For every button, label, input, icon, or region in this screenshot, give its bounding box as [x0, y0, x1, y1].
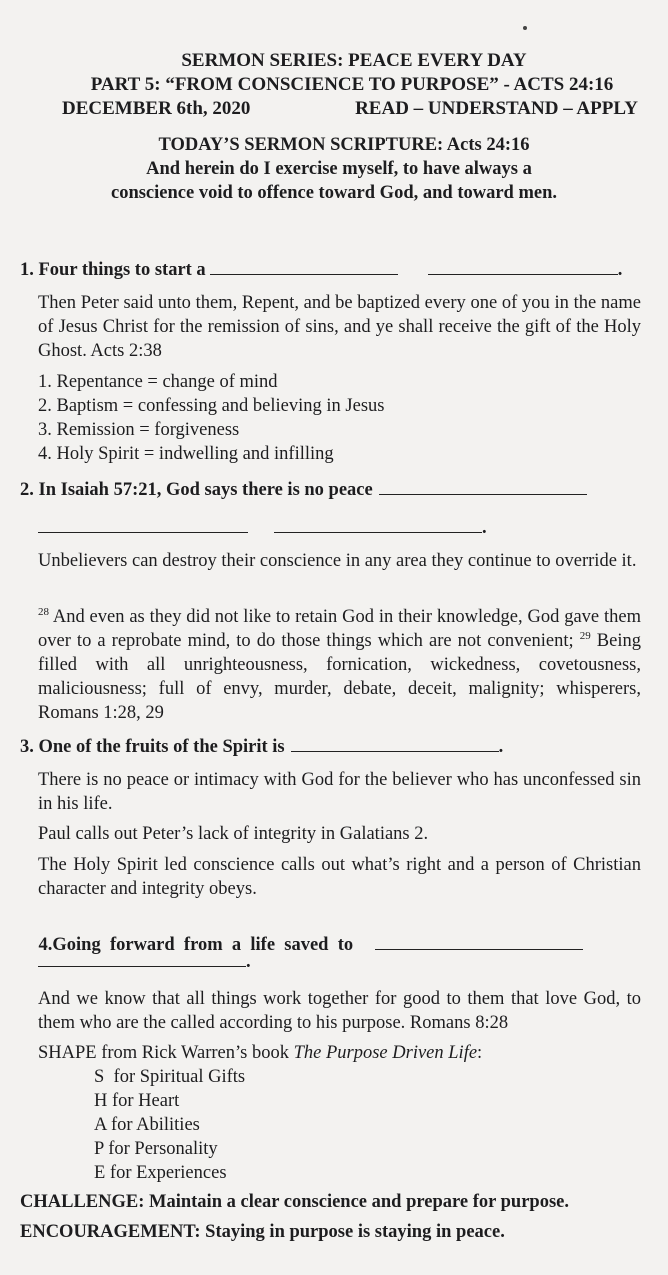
series-title: SERMON SERIES: PEACE EVERY DAY — [181, 50, 527, 71]
scripture-heading: TODAY’S SERMON SCRIPTURE: Acts 24:16 — [158, 135, 530, 155]
fill-in-blank — [38, 952, 246, 967]
encouragement: ENCOURAGEMENT: Staying in purpose is staying in peace. — [20, 1222, 505, 1242]
fill-in-blank — [428, 260, 618, 275]
shape-intro — [38, 1041, 641, 1065]
fill-in-blank — [274, 518, 482, 533]
point-3-title: 3. One of the fruits of the Spirit is — [20, 737, 285, 757]
ink-speck — [523, 26, 527, 30]
shape-item: A for Abilities — [94, 1115, 200, 1135]
verse-number: 28 — [38, 605, 49, 618]
fill-in-blank — [38, 518, 248, 533]
shape-list — [94, 1065, 245, 1185]
fill-in-blank — [375, 935, 583, 950]
period: . — [617, 260, 623, 280]
point-4-body: And we know that all things work together for good to them that love God, to them who are the called according to his purpose. Romans 8:28 — [38, 989, 641, 1033]
period: . — [482, 518, 487, 538]
scripture-block — [0, 133, 668, 205]
point-3-body-3: The Holy Spirit led conscience calls out what’s right and a person of Christian character and integrity obeys. — [38, 855, 641, 899]
scripture-line-2: conscience void to offence toward God, and toward men. — [110, 183, 557, 203]
date-row — [0, 97, 668, 121]
header — [0, 49, 668, 121]
point-3-body-1: There is no peace or intimacy with God for the believer who has unconfessed sin in his life. — [38, 770, 641, 814]
list-item: 4. Holy Spirit = indwelling and infilling — [38, 444, 334, 464]
fill-in-blank — [379, 480, 587, 495]
shape-item: P for Personality — [94, 1139, 218, 1159]
fill-in-blank — [291, 737, 499, 752]
point-1-heading — [20, 260, 622, 281]
challenge: CHALLENGE: Maintain a clear conscience and prepare for purpose. — [20, 1192, 570, 1212]
point-2-title: 2. In Isaiah 57:21, God says there is no peace — [20, 480, 373, 500]
list-item: 3. Remission = forgiveness — [38, 420, 240, 440]
point-3-heading — [20, 737, 503, 758]
motto: READ – UNDERSTAND – APPLY — [355, 98, 638, 119]
shape-item: H for Heart — [94, 1091, 180, 1111]
point-2-body: Unbelievers can destroy their conscience in any area they continue to override it. — [38, 551, 637, 571]
point-2-blanks — [38, 518, 487, 539]
verse-text: Being filled with all unrighteousness, fornication, wickedness, covetousness, maliciousness; full of envy, murder, debate, deceit, malignity; whisperers, Romans 1:28, 29 — [38, 631, 641, 723]
point-3-body-2: Paul calls out Peter’s lack of integrity in Galatians 2. — [38, 824, 429, 844]
sermon-date: DECEMBER 6th, 2020 — [62, 98, 251, 119]
verse-text: And even as they did not like to retain God in their knowledge, God gave them over to a reprobate mind, to do those things which are not convenient; — [38, 607, 641, 651]
period: . — [498, 737, 504, 757]
point-1-title: 1. Four things to start a — [20, 260, 206, 280]
shape-intro-text: SHAPE from Rick Warren’s book — [38, 1043, 294, 1063]
point-4-blank-row — [38, 952, 251, 973]
romans-verse — [38, 605, 641, 725]
book-title: The Purpose Driven Life — [293, 1043, 478, 1063]
colon: : — [477, 1043, 483, 1063]
verse-number: 29 — [579, 629, 591, 642]
period: . — [246, 952, 251, 972]
shape-item: S for Spiritual Gifts — [94, 1067, 246, 1087]
list-item: 2. Baptism = confessing and believing in Jesus — [38, 396, 385, 416]
shape-item: E for Experiences — [94, 1163, 227, 1183]
point-1-list — [38, 370, 384, 466]
fill-in-blank — [210, 260, 398, 275]
list-item: 1. Repentance = change of mind — [38, 372, 278, 392]
point-1-body: Then Peter said unto them, Repent, and be baptized every one of you in the name of Jesus Christ for the remission of sins, and ye shall receive the gift of the Holy Ghost. Acts 2:38 — [38, 293, 641, 361]
scripture-line-1: And herein do I exercise myself, to have always a — [146, 159, 532, 179]
point-4-title: 4.Going forward from a life saved to — [38, 935, 354, 955]
part-title: PART 5: “FROM CONSCIENCE TO PURPOSE” - ACTS 24:16 — [90, 74, 614, 95]
point-2-heading — [20, 480, 587, 501]
